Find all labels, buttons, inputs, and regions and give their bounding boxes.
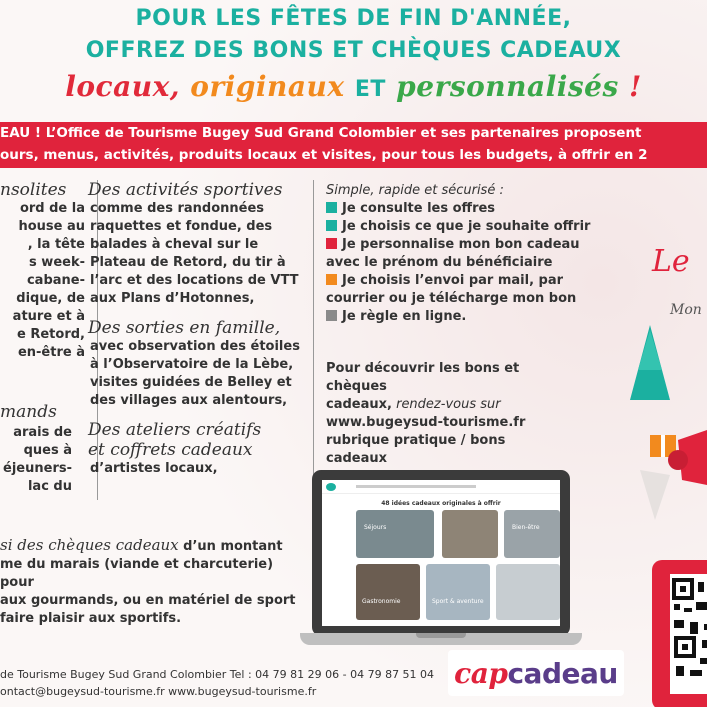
laptop-mockup — [300, 470, 582, 650]
headline-line-3 — [0, 70, 707, 103]
logo-cap: cap — [454, 656, 508, 690]
ornament-icon — [668, 450, 688, 470]
step-3: Je personnalise mon bon cadeau — [326, 236, 566, 254]
footer-contact-line-2[interactable]: ontact@bugeysud-tourisme.fr www.bugeysud-tourisme.fr — [0, 685, 317, 698]
screen-nav-bar — [356, 485, 476, 488]
discover-block: Pour découvrir les bons et chèques cadeaux, rendez-vous sur www.bugeysud-tourisme.fr rubrique pratique / bons cadeaux — [326, 360, 566, 486]
steps-intro: Simple, rapide et sécurisé : — [326, 183, 504, 198]
screen-heading: 48 idées cadeaux originales à offrir — [381, 500, 501, 507]
christmas-decoration — [620, 310, 707, 560]
left-section-text: ord de la house au , la tête s week- cabane- dique, de ature et à e Retord, en-être à — [12, 201, 85, 360]
gift-ribbon — [661, 435, 665, 457]
section-title-ateliers: Des ateliers créatifs et coffrets cadeaux — [88, 420, 262, 460]
section-text-ateliers: d’artistes locaux, — [90, 461, 218, 476]
step-5-marker — [326, 310, 337, 321]
headline-line-2: OFFREZ DES BONS ET CHÈQUES CADEAUX — [85, 38, 622, 63]
step-2: Je choisis ce que je souhaite offrir — [326, 218, 566, 236]
qr-code-icon — [670, 574, 707, 694]
step-1-marker — [326, 202, 337, 213]
headline-line-1: POUR LES FÊTES DE FIN D'ANNÉE, — [135, 6, 572, 31]
qr-code-frame[interactable] — [652, 560, 707, 707]
right-column — [326, 182, 591, 486]
laptop-screen — [322, 480, 560, 626]
section-text-famille: avec observation des étoiles à l’Observatoire de la Lèbe, visites guidées de Belley et des villages aux alentours, — [90, 339, 300, 408]
intro-banner — [0, 122, 707, 168]
column-divider-right — [313, 180, 314, 500]
step-3-marker — [326, 238, 337, 249]
intro-banner-line-2: ours, menus, activités, produits locaux et visites, pour tous les budgets, à offrir en 2 — [0, 147, 648, 163]
middle-column — [88, 180, 302, 478]
screen-nav — [322, 480, 560, 494]
tile-gastronomie[interactable]: Gastronomie — [356, 564, 420, 620]
step-4: Je choisis l’envoi par mail, par — [326, 272, 566, 290]
headline-exclamation: ! — [628, 70, 642, 103]
tile-bien-etre[interactable]: Bien-être — [504, 510, 560, 558]
tree-highlight — [638, 330, 662, 370]
headline-word-personnalises: personnalisés — [396, 70, 619, 103]
step-4-marker — [326, 274, 337, 285]
step-1: Je consulte les offres — [326, 200, 566, 218]
site-logo-icon — [326, 483, 336, 491]
step-3-cont: avec le prénom du bénéficiaire — [326, 255, 553, 270]
step-2-marker — [326, 220, 337, 231]
section-title-famille: Des sorties en famille, — [88, 318, 281, 338]
logo-cadeau: cadeau — [507, 656, 618, 690]
headline-word-et: ET — [354, 77, 386, 102]
capcadeau-logo[interactable] — [448, 650, 624, 696]
tile-extra[interactable] — [496, 564, 560, 620]
bottom-text: si des chèques cadeaux d’un montant me du marais (viande et charcuterie) pour aux gourmands, ou en matériel de sport faire plaisir aux sportifs. — [0, 536, 296, 626]
tile-sejours[interactable]: Séjours — [356, 510, 434, 558]
step-5: Je règle en ligne. — [326, 308, 566, 326]
art-text-mon: Mon — [670, 302, 702, 318]
paper-shape — [640, 470, 670, 520]
tile-sport[interactable]: Sport & aventure — [426, 564, 490, 620]
left-section-title: nsolites — [0, 180, 67, 200]
footer-contact-line-1: de Tourisme Bugey Sud Grand Colombier Tel : 04 79 81 29 06 - 04 79 87 51 04 — [0, 668, 435, 681]
left-section-title-2: mands — [0, 402, 57, 422]
intro-banner-line-1: EAU ! L’Office de Tourisme Bugey Sud Grand Colombier et ses partenaires proposent — [0, 125, 642, 141]
qr-code[interactable] — [670, 574, 707, 694]
left-section-text-2: arais de ques à éjeuners- lac du — [3, 425, 72, 494]
headline-word-locaux: locaux, — [65, 70, 181, 103]
step-4-cont: courrier ou je télécharge mon bon — [326, 291, 577, 306]
tile-photo[interactable] — [442, 510, 498, 558]
section-title-sport: Des activités sportives — [88, 180, 283, 200]
art-text-le: Le — [652, 244, 690, 279]
headline-word-originaux: originaux — [190, 70, 345, 103]
website-link[interactable]: www.bugeysud-tourisme.fr — [326, 415, 526, 430]
laptop-notch — [416, 633, 466, 638]
section-text-sport: comme des randonnées raquettes et fondue, des balades à cheval sur le Plateau de Retord, du tir à l’arc et des locations de VTT aux Plans d’Hotonnes, — [90, 201, 299, 306]
